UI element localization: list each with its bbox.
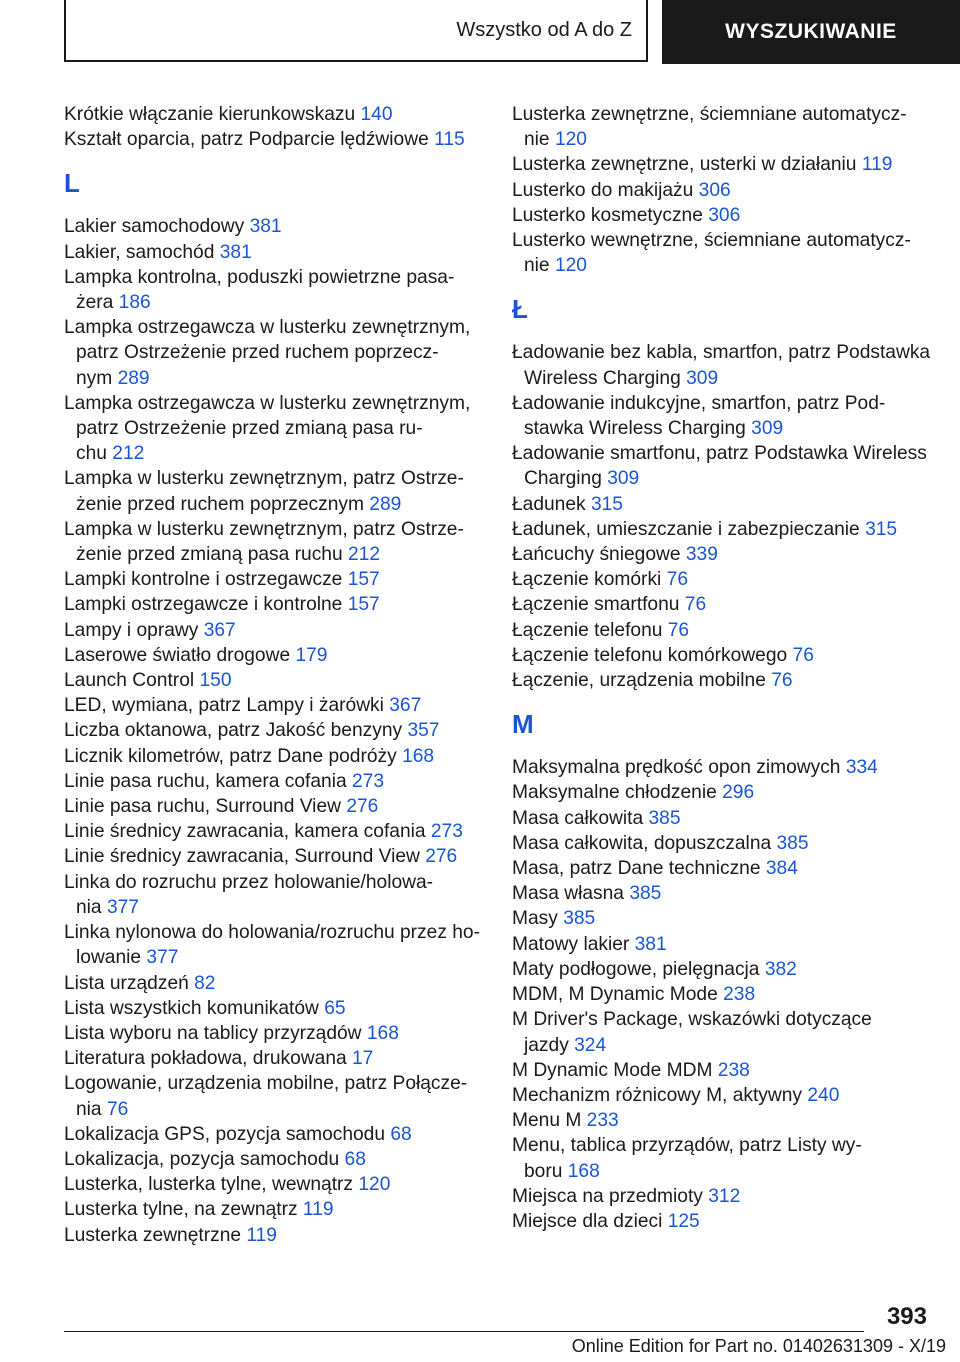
entry-text: nym: [76, 367, 113, 389]
entry-text: Łączenie komórki: [512, 569, 662, 591]
entry-text: Masy: [512, 908, 558, 930]
entry-text: Lista urządzeń: [64, 972, 189, 994]
page-link[interactable]: 212: [348, 544, 381, 566]
entry-text: Lista wszystkich komunikatów: [64, 997, 319, 1019]
page-link[interactable]: 150: [199, 670, 232, 692]
index-entry: [512, 542, 937, 567]
index-entry: [512, 780, 937, 805]
page-number: 393: [886, 1303, 927, 1330]
page-link[interactable]: 289: [117, 367, 150, 389]
page-link[interactable]: 76: [666, 569, 688, 591]
entry-text: Logowanie, urządzenia mobilne, patrz Połącze-: [64, 1073, 468, 1095]
index-entry: [64, 127, 494, 152]
page-link[interactable]: 306: [708, 204, 741, 226]
index-entry: [64, 214, 494, 239]
entry-text: Linka do rozruchu przez holowanie/holowa-: [64, 871, 434, 893]
page-link[interactable]: 384: [765, 858, 798, 880]
page-link[interactable]: 240: [807, 1084, 840, 1106]
index-entry: [512, 592, 937, 617]
page-link[interactable]: 186: [118, 292, 151, 314]
page-link[interactable]: 357: [407, 720, 440, 742]
page-link[interactable]: 367: [389, 695, 422, 717]
index-entry: [64, 844, 494, 869]
page-link[interactable]: 157: [347, 594, 380, 616]
entry-text: Miejsce dla dzieci: [512, 1210, 663, 1232]
section-tab[interactable]: Wszystko od A do Z: [64, 0, 648, 62]
index-entry: [64, 265, 494, 315]
entry-text: żenie przed ruchem poprzecznym: [76, 493, 364, 515]
index-entry: [512, 203, 937, 228]
index-entry: [64, 794, 494, 819]
page-link[interactable]: 309: [751, 418, 784, 440]
index-entry: [512, 567, 937, 592]
page-link[interactable]: 125: [667, 1210, 700, 1232]
entry-text: boru: [524, 1160, 563, 1182]
page-link[interactable]: 76: [667, 619, 690, 641]
page-link[interactable]: 381: [219, 241, 252, 263]
index-entry: [512, 152, 937, 177]
page-link[interactable]: 115: [434, 129, 465, 151]
page-link[interactable]: 367: [203, 619, 236, 641]
entry-text: Charging: [524, 468, 602, 490]
page-link[interactable]: 309: [686, 367, 719, 389]
entry-text: Łączenie, urządzenia mobilne: [512, 670, 766, 692]
page-link[interactable]: 120: [554, 255, 587, 277]
index-entry: [64, 996, 494, 1021]
entry-text: Lampka ostrzegawcza w lusterku zewnętrznym,: [64, 317, 471, 339]
entry-text: Lusterko do makijażu: [512, 179, 694, 201]
entry-text: Menu, tablica przyrządów, patrz Listy wy-: [512, 1135, 862, 1157]
entry-text: Masa całkowita, dopuszczalna: [512, 832, 772, 854]
page-header: [64, 0, 960, 64]
page-link[interactable]: 76: [684, 594, 707, 616]
entry-text: LED, wymiana, patrz Lampy i żarówki: [64, 695, 384, 717]
entry-text: Menu M: [512, 1110, 582, 1132]
index-entry: [512, 441, 937, 491]
entry-text: stawka Wireless Charging: [524, 418, 746, 440]
entry-text: Masa własna: [512, 883, 624, 905]
page-link[interactable]: 17: [352, 1048, 374, 1070]
entry-text: żera: [76, 292, 114, 314]
page-link[interactable]: 120: [554, 129, 587, 151]
entry-text: M Driver's Package, wskazówki dotyczące: [512, 1009, 872, 1031]
page-link[interactable]: 315: [865, 518, 898, 540]
entry-text: Linka nylonowa do holowania/rozruchu przez ho-: [64, 922, 480, 944]
entry-text: Wireless Charging: [524, 367, 681, 389]
index-entry: [512, 831, 937, 856]
entry-text: Ładowanie smartfonu, patrz Podstawka Wireless: [512, 443, 927, 465]
index-entry: [64, 1172, 494, 1197]
entry-text: chu: [76, 443, 107, 465]
index-entry: [64, 466, 494, 516]
page-link[interactable]: 76: [771, 670, 793, 692]
page-link[interactable]: 385: [629, 883, 662, 905]
index-entry: [64, 693, 494, 718]
search-tab[interactable]: WYSZUKIWANIE: [662, 0, 960, 64]
entry-text: Ładowanie indukcyjne, smartfon, patrz Pod-: [512, 392, 886, 414]
page-link[interactable]: 212: [112, 443, 145, 465]
page-link[interactable]: 385: [648, 807, 681, 829]
entry-text: Masa całkowita: [512, 807, 644, 829]
entry-text: Lusterko wewnętrzne, ściemniane automatycz-: [512, 230, 911, 252]
page-link[interactable]: 273: [352, 770, 385, 792]
index-entry: [512, 618, 937, 643]
index-entry: [64, 1147, 494, 1172]
entry-text: Ładunek, umieszczanie i zabezpieczanie: [512, 518, 860, 540]
page-link[interactable]: 276: [425, 846, 458, 868]
page-link[interactable]: 168: [567, 1160, 600, 1182]
index-column-left: [64, 102, 494, 1248]
entry-text: nia: [76, 896, 102, 918]
entry-text: Lampka ostrzegawcza w lusterku zewnętrznym,: [64, 392, 471, 414]
entry-text: Lampki kontrolne i ostrzegawcze: [64, 569, 343, 591]
entry-text: Literatura pokładowa, drukowana: [64, 1048, 347, 1070]
index-entry: [512, 492, 937, 517]
index-entry: [512, 957, 937, 982]
entry-text: Maty podłogowe, pielęgnacja: [512, 958, 760, 980]
entry-text: Lampka w lusterku zewnętrznym, patrz Ostrze-: [64, 518, 464, 540]
entry-text: Matowy lakier: [512, 933, 630, 955]
entry-text: Liczba oktanowa, patrz Jakość benzyny: [64, 720, 403, 742]
entry-text: Masa, patrz Dane techniczne: [512, 858, 761, 880]
entry-text: Lusterka zewnętrzne, ściemniane automatycz-: [512, 104, 907, 125]
footer-edition: Online Edition for Part no. 01402631309 - X/19: [571, 1336, 946, 1356]
entry-text: Licznik kilometrów, patrz Dane podróży: [64, 745, 397, 767]
entry-text: Ładowanie bez kabla, smartfon, patrz Podstawka: [512, 342, 931, 364]
index-entry: [512, 102, 937, 152]
page-link[interactable]: 65: [324, 997, 346, 1019]
entry-text: Mechanizm różnicowy M, aktywny: [512, 1084, 803, 1106]
entry-text: Lampy i oprawy: [64, 619, 199, 641]
page-link[interactable]: 377: [146, 947, 179, 969]
index-entry: [64, 1122, 494, 1147]
entry-text: patrz Ostrzeżenie przed zmianą pasa ru-: [76, 418, 423, 440]
entry-text: Łączenie smartfonu: [512, 594, 680, 616]
page-link[interactable]: 119: [246, 1224, 277, 1246]
index-entry: [512, 755, 937, 780]
index-entry: [512, 1184, 937, 1209]
index-entry: [64, 668, 494, 693]
entry-text: patrz Ostrzeżenie przed ruchem poprzecz-: [76, 342, 439, 364]
page-link[interactable]: 312: [708, 1185, 741, 1207]
index-entry: [512, 1209, 937, 1234]
entry-text: nie: [524, 129, 550, 151]
index-entry: [512, 1083, 937, 1108]
page-link[interactable]: 309: [607, 468, 640, 490]
entry-text: lowanie: [76, 947, 142, 969]
entry-text: nia: [76, 1098, 102, 1120]
page-link[interactable]: 76: [792, 644, 814, 666]
entry-text: Miejsca na przedmioty: [512, 1185, 703, 1207]
page-link[interactable]: 168: [402, 745, 435, 767]
page-link[interactable]: 382: [764, 958, 797, 980]
entry-text: Lakier, samochód: [64, 241, 215, 263]
entry-text: Lampka kontrolna, poduszki powietrzne pasa-: [64, 266, 455, 288]
entry-text: Launch Control: [64, 670, 195, 692]
entry-text: Maksymalna prędkość opon zimowych: [512, 757, 841, 779]
entry-text: żenie przed zmianą pasa ruchu: [76, 544, 343, 566]
entry-text: MDM, M Dynamic Mode: [512, 984, 718, 1006]
page-link[interactable]: 76: [106, 1098, 129, 1120]
index-entry: [64, 1021, 494, 1046]
entry-text: Krótkie włączanie kierunkowskazu: [64, 104, 356, 125]
entry-text: M Dynamic Mode MDM: [512, 1059, 713, 1081]
index-entry: [64, 315, 494, 391]
index-entry: [64, 744, 494, 769]
index-entry: [64, 718, 494, 743]
page-link[interactable]: 306: [698, 179, 731, 201]
index-entry: [64, 618, 494, 643]
page-link[interactable]: 324: [574, 1034, 607, 1056]
page-link[interactable]: 273: [430, 821, 463, 843]
index-entry: [64, 819, 494, 844]
page-link[interactable]: 238: [723, 984, 756, 1006]
page-link[interactable]: 140: [360, 104, 393, 125]
footer-divider: [64, 1331, 864, 1332]
entry-text: Lusterko kosmetyczne: [512, 204, 703, 226]
entry-text: Łańcuchy śniegowe: [512, 544, 681, 566]
entry-text: Lista wyboru na tablicy przyrządów: [64, 1022, 362, 1044]
entry-text: Linie pasa ruchu, kamera cofania: [64, 770, 347, 792]
index-entry: [512, 228, 937, 278]
index-entry: [512, 1108, 937, 1133]
entry-text: Kształt oparcia, patrz Podparcie lędźwiowe: [64, 129, 429, 151]
page-link[interactable]: 68: [344, 1148, 366, 1170]
index-entry: [512, 1007, 937, 1057]
index-entry: [64, 1197, 494, 1222]
entry-text: Łączenie telefonu komórkowego: [512, 644, 788, 666]
entry-text: Lampka w lusterku zewnętrznym, patrz Ostrze-: [64, 468, 464, 490]
index-entry: [512, 391, 937, 441]
entry-text: Lusterka zewnętrzne, usterki w działaniu: [512, 154, 857, 176]
index-entry: [512, 643, 937, 668]
entry-text: Lusterka zewnętrzne: [64, 1224, 242, 1246]
index-entry: [64, 643, 494, 668]
page-link[interactable]: 119: [302, 1199, 334, 1221]
entry-text: Lokalizacja GPS, pozycja samochodu: [64, 1123, 386, 1145]
page-link[interactable]: 385: [776, 832, 809, 854]
index-letter-heading: L: [64, 168, 80, 199]
entry-text: nie: [524, 255, 550, 277]
page-link[interactable]: 296: [722, 782, 755, 804]
index-entry: [64, 769, 494, 794]
entry-text: Ładunek: [512, 493, 586, 515]
index-entry: [512, 1133, 937, 1183]
index-entry: [64, 920, 494, 970]
page-link[interactable]: 334: [845, 757, 878, 779]
entry-text: Lusterka tylne, na zewnątrz: [64, 1199, 298, 1221]
index-entry: [512, 856, 937, 881]
index-entry: [64, 870, 494, 920]
page-link[interactable]: 168: [366, 1022, 399, 1044]
page-link[interactable]: 120: [358, 1174, 391, 1196]
entry-text: Linie pasa ruchu, Surround View: [64, 796, 341, 818]
index-entry: [64, 240, 494, 265]
page-link[interactable]: 68: [390, 1123, 412, 1145]
page-link[interactable]: 157: [347, 569, 380, 591]
page-link[interactable]: 119: [861, 154, 893, 176]
index-entry: [512, 178, 937, 203]
index-entry: [512, 932, 937, 957]
page-link[interactable]: 381: [634, 933, 667, 955]
page-link[interactable]: 238: [717, 1059, 750, 1081]
index-entry: [64, 517, 494, 567]
entry-text: Lokalizacja, pozycja samochodu: [64, 1148, 340, 1170]
entry-text: Maksymalne chłodzenie: [512, 782, 717, 804]
index-letter-heading: Ł: [512, 294, 528, 325]
page-link[interactable]: 179: [295, 644, 328, 666]
page-link[interactable]: 276: [346, 796, 379, 818]
entry-text: jazdy: [524, 1034, 569, 1056]
index-entry: [512, 806, 937, 831]
page-link[interactable]: 385: [563, 908, 596, 930]
index-entry: [512, 982, 937, 1007]
entry-text: Laserowe światło drogowe: [64, 644, 291, 666]
index-entry: [64, 102, 494, 127]
entry-text: Lampki ostrzegawcze i kontrolne: [64, 594, 343, 616]
page-link[interactable]: 377: [106, 896, 139, 918]
index-entry: [512, 881, 937, 906]
entry-text: Lusterka, lusterka tylne, wewnątrz: [64, 1174, 354, 1196]
index-entry: [64, 391, 494, 467]
index-entry: [64, 971, 494, 996]
entry-text: Linie średnicy zawracania, Surround View: [64, 846, 420, 868]
index-entry: [64, 1071, 494, 1121]
page-link[interactable]: 315: [590, 493, 623, 515]
index-entry: [512, 1058, 937, 1083]
entry-text: Łączenie telefonu: [512, 619, 663, 641]
entry-text: Lakier samochodowy: [64, 216, 245, 238]
index-entry: [512, 906, 937, 931]
entry-text: Linie średnicy zawracania, kamera cofania: [64, 821, 426, 843]
index-entry: [64, 592, 494, 617]
index-letter-heading: M: [512, 709, 534, 740]
index-entry: [64, 1046, 494, 1071]
index-entry: [64, 1223, 494, 1248]
index-entry: [512, 517, 937, 542]
page-link[interactable]: 381: [249, 216, 282, 238]
page-link[interactable]: 233: [586, 1110, 619, 1132]
index-entry: [64, 567, 494, 592]
index-entry: [512, 340, 937, 390]
index-entry: [512, 668, 937, 693]
page-link[interactable]: 289: [369, 493, 402, 515]
page-link[interactable]: 82: [194, 972, 216, 994]
index-column-right: [512, 102, 937, 1234]
page-link[interactable]: 339: [685, 544, 718, 566]
